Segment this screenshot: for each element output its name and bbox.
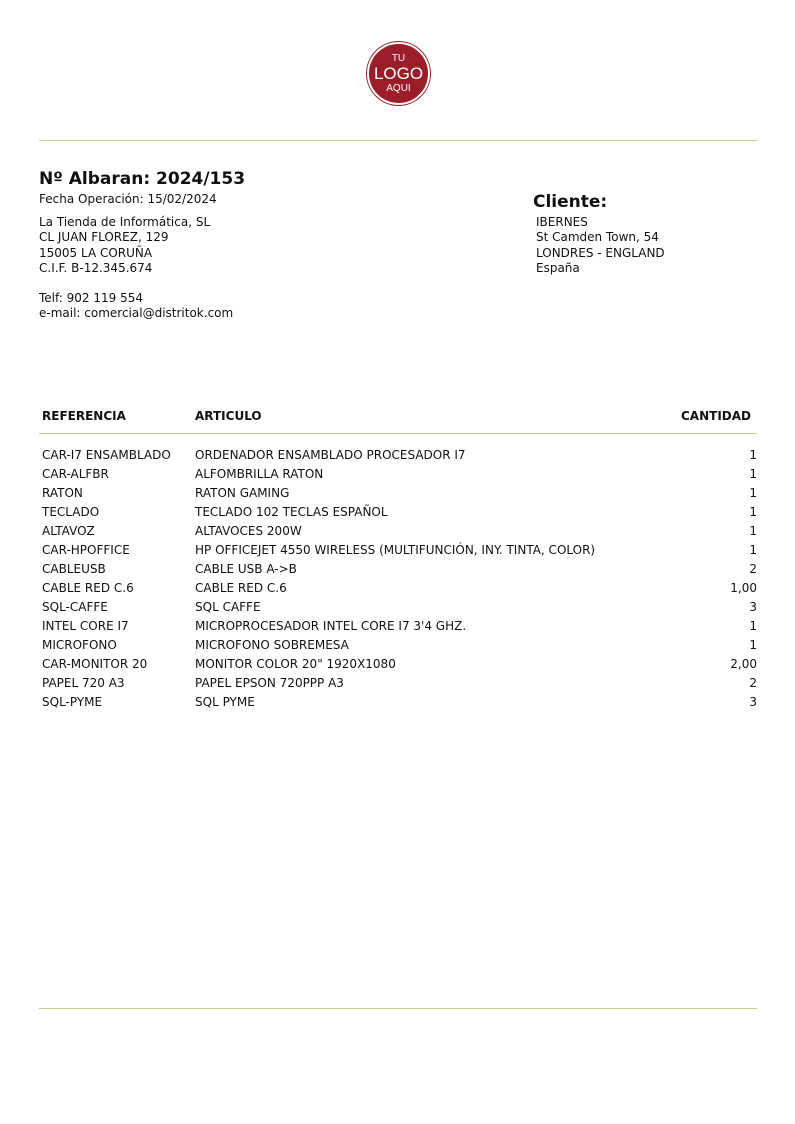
- cliente-nombre: IBERNES: [536, 215, 588, 229]
- cell-cantidad: 1: [749, 486, 757, 500]
- table-row: [0, 580, 795, 599]
- cell-cantidad: 2,00: [730, 657, 757, 671]
- cell-referencia: PAPEL 720 A3: [42, 676, 125, 690]
- cell-cantidad: 1: [749, 448, 757, 462]
- albaran-title: Nº Albaran: 2024/153: [39, 169, 246, 189]
- cell-referencia: CAR-ALFBR: [42, 467, 109, 481]
- cell-articulo: SQL CAFFE: [195, 600, 261, 614]
- cell-cantidad: 3: [749, 600, 757, 614]
- cliente-ciudad: LONDRES - ENGLAND: [536, 246, 665, 260]
- cell-referencia: SQL-CAFFE: [42, 600, 108, 614]
- cell-articulo: ALFOMBRILLA RATON: [195, 467, 324, 481]
- cell-referencia: CAR-HPOFFICE: [42, 543, 130, 557]
- table-row: [0, 523, 795, 542]
- cell-articulo: ALTAVOCES 200W: [195, 524, 302, 538]
- table-row: [0, 504, 795, 523]
- cell-referencia: MICROFONO: [42, 638, 117, 652]
- emisor-ciudad: 15005 LA CORUÑA: [39, 246, 153, 260]
- cell-referencia: TECLADO: [42, 505, 100, 519]
- emisor-cif: C.I.F. B-12.345.674: [39, 261, 153, 275]
- cell-cantidad: 2: [749, 562, 757, 576]
- table-row: [0, 561, 795, 580]
- cell-articulo: TECLADO 102 TECLAS ESPAÑOL: [195, 505, 388, 519]
- table-row: [0, 694, 795, 713]
- cell-referencia: RATON: [42, 486, 83, 500]
- cliente-pais: España: [536, 261, 580, 275]
- cell-referencia: INTEL CORE I7: [42, 619, 129, 633]
- cell-articulo: RATON GAMING: [195, 486, 290, 500]
- header-articulo: ARTICULO: [195, 409, 262, 423]
- cell-referencia: CAR-MONITOR 20: [42, 657, 148, 671]
- cell-cantidad: 1: [749, 524, 757, 538]
- cell-cantidad: 1,00: [730, 581, 757, 595]
- table-row: [0, 599, 795, 618]
- emisor-telefono: Telf: 902 119 554: [39, 291, 144, 305]
- cell-cantidad: 1: [749, 467, 757, 481]
- cell-referencia: ALTAVOZ: [42, 524, 95, 538]
- logo-line-3: AQUI: [386, 83, 411, 94]
- cell-articulo: PAPEL EPSON 720PPP A3: [195, 676, 344, 690]
- company-logo: [367, 42, 430, 105]
- cell-articulo: MONITOR COLOR 20" 1920X1080: [195, 657, 396, 671]
- logo-line-1: TU: [391, 53, 406, 64]
- header-referencia: REFERENCIA: [42, 409, 126, 423]
- header-cantidad: CANTIDAD: [681, 409, 751, 423]
- top-divider: [39, 140, 757, 141]
- cell-cantidad: 3: [749, 695, 757, 709]
- cell-articulo: SQL PYME: [195, 695, 255, 709]
- table-row: [0, 542, 795, 561]
- items-table-body: [0, 447, 795, 713]
- cell-articulo: MICROFONO SOBREMESA: [195, 638, 349, 652]
- cell-referencia: CABLEUSB: [42, 562, 106, 576]
- fecha-operacion: Fecha Operación: 15/02/2024: [39, 192, 217, 206]
- cell-articulo: CABLE RED C.6: [195, 581, 287, 595]
- table-row: [0, 485, 795, 504]
- table-row: [0, 675, 795, 694]
- cell-articulo: ORDENADOR ENSAMBLADO PROCESADOR I7: [195, 448, 466, 462]
- emisor-email: e-mail: comercial@distritok.com: [39, 306, 234, 320]
- cliente-title: Cliente:: [533, 192, 608, 212]
- header-divider: [39, 433, 757, 434]
- cell-articulo: MICROPROCESADOR INTEL CORE I7 3'4 GHZ.: [195, 619, 467, 633]
- cell-cantidad: 1: [749, 505, 757, 519]
- table-row: [0, 637, 795, 656]
- cell-referencia: CAR-I7 ENSAMBLADO: [42, 448, 171, 462]
- emisor-direccion: CL JUAN FLOREZ, 129: [39, 230, 169, 244]
- cliente-direccion: St Camden Town, 54: [536, 230, 659, 244]
- cell-cantidad: 2: [749, 676, 757, 690]
- table-row: [0, 656, 795, 675]
- table-row: [0, 618, 795, 637]
- table-row: [0, 447, 795, 466]
- cell-articulo: CABLE USB A->B: [195, 562, 297, 576]
- cell-referencia: CABLE RED C.6: [42, 581, 134, 595]
- cell-cantidad: 1: [749, 619, 757, 633]
- emisor-nombre: La Tienda de Informática, SL: [39, 215, 211, 229]
- logo-line-2: LOGO: [373, 64, 424, 83]
- bottom-divider: [39, 1008, 757, 1009]
- cell-referencia: SQL-PYME: [42, 695, 103, 709]
- table-row: [0, 466, 795, 485]
- cell-articulo: HP OFFICEJET 4550 WIRELESS (MULTIFUNCIÓN, INY. TINTA, COLOR): [195, 543, 596, 557]
- cell-cantidad: 1: [749, 638, 757, 652]
- cell-cantidad: 1: [749, 543, 757, 557]
